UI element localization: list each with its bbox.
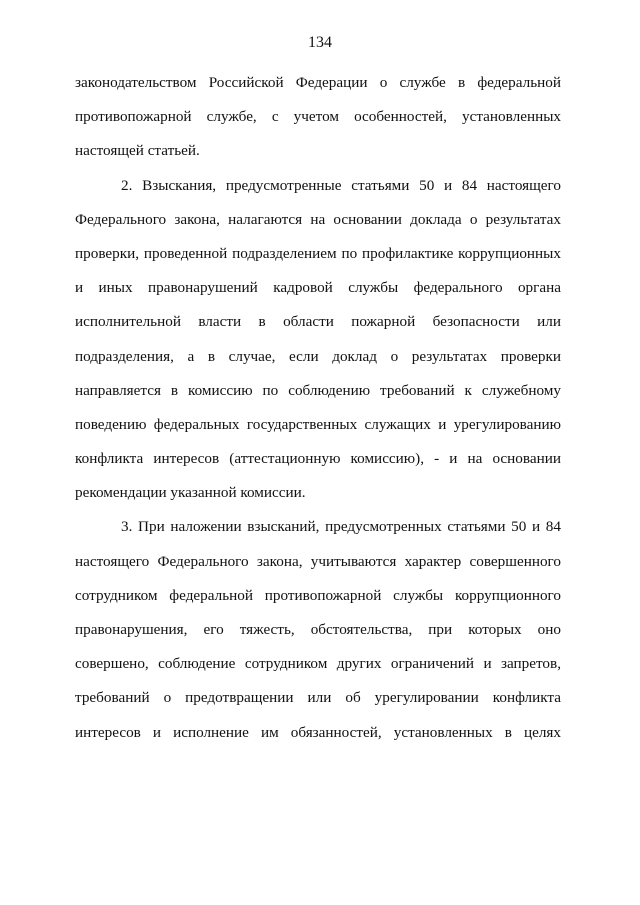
paragraph-item-2 <box>75 169 561 511</box>
text-line: сотрудником федеральной противопожарной службы коррупционного <box>75 586 561 604</box>
text-line: противопожарной службе, с учетом особенностей, установленных <box>75 108 561 126</box>
text-line: законодательством Российской Федерации о службе в федеральной <box>75 74 561 91</box>
text-line: интересов и исполнение им обязанностей, установленных в целях <box>75 723 561 741</box>
text-line: подразделения, а в случае, если доклад о результатах проверки <box>75 347 561 365</box>
text-line: требований о предотвращении или об урегулировании конфликта <box>75 689 561 707</box>
text-line: проверки, проведенной подразделением по профилактике коррупционных <box>75 244 561 262</box>
text-line: и иных правонарушений кадровой службы федерального органа <box>75 279 561 297</box>
text-line: поведению федеральных государственных служащих и урегулированию <box>75 415 561 433</box>
text-line: направляется в комиссию по соблюдению требований к служебному <box>75 381 561 399</box>
text-line: правонарушения, его тяжесть, обстоятельства, при которых оно <box>75 621 561 638</box>
paragraph-continuation <box>75 66 561 169</box>
text-line: исполнительной власти в области пожарной безопасности или <box>75 313 561 331</box>
text-line: 2. Взыскания, предусмотренные статьями 50 и 84 настоящего <box>121 176 561 194</box>
text-line: конфликта интересов (аттестационную комиссию), - и на основании <box>75 450 561 468</box>
paragraph-item-3 <box>75 510 561 749</box>
text-line: Федерального закона, налагаются на основании доклада о результатах <box>75 210 561 228</box>
text-line: совершено, соблюдение сотрудником других ограничений и запретов, <box>75 655 561 673</box>
text-line: настоящего Федерального закона, учитываются характер совершенного <box>75 552 561 570</box>
text-line: рекомендации указанной комиссии. <box>75 484 306 502</box>
document-body <box>75 66 561 750</box>
text-line: настоящей статьей. <box>75 142 200 160</box>
text-line: 3. При наложении взысканий, предусмотренных статьями 50 и 84 <box>121 518 561 536</box>
page-number: 134 <box>308 34 332 51</box>
